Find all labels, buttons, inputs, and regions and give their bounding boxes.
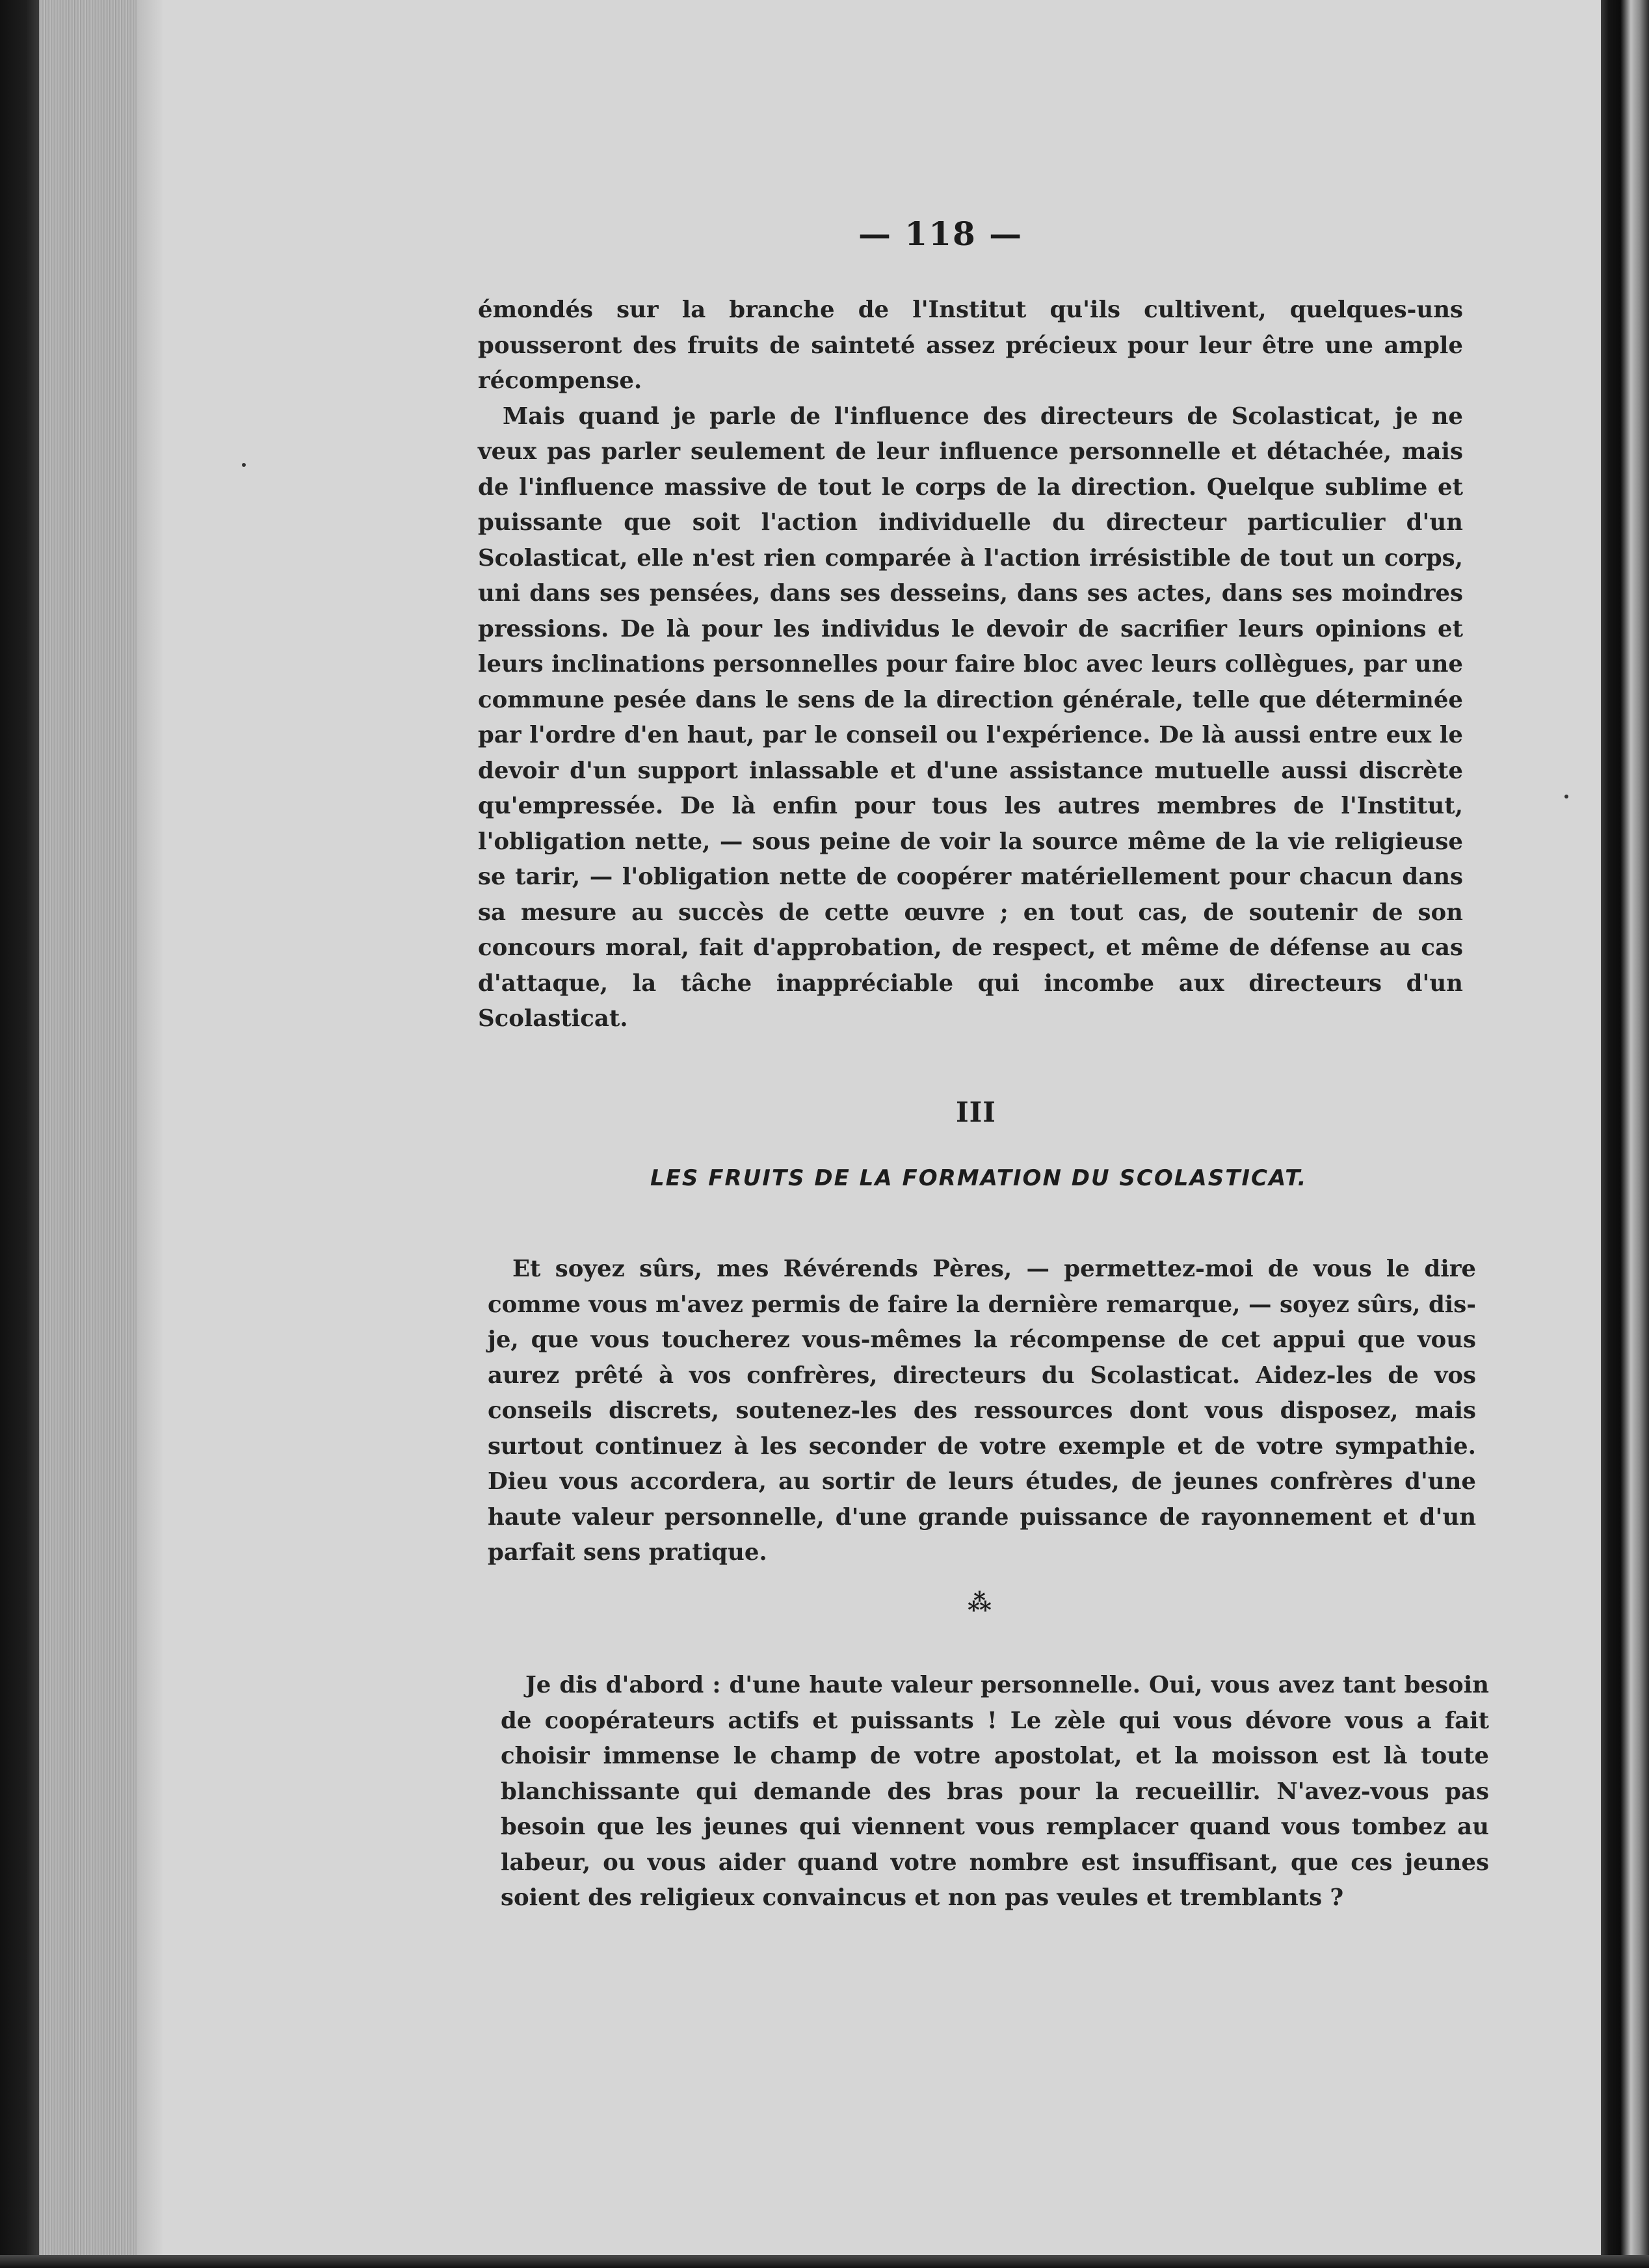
page-stack-edges [39, 0, 137, 2268]
paragraph-influence: Mais quand je parle de l'influence des directeurs de Scolasticat, je ne veux pas parler seulement de leur influence personnelle et détachée, mais de l'influence massive de tout le corps de la direction. Quelque sublime et puissante que soit l'action individuelle du directeur particulier d'un Scolasticat, elle n'est rien comparée à l'action irrésistible de tout un corps, uni dans ses pensées, dans ses desseins, dans ses actes, dans ses moindres pressions. De là pour les individus le devoir de sacrifier leurs opinions et leurs inclinations personnelles pour faire bloc avec leurs collègues, par une commune pesée dans le sens de la direction générale, telle que déterminée par l'ordre d'en haut, par le conseil ou l'expérience. De là aussi entre eux le devoir d'un support inlassable et d'une assistance mutuelle aussi discrète qu'empressée. De là enfin pour tous les autres membres de l'Institut, l'obligation nette, — sous peine de voir la source même de la vie religieuse se tarir, — l'obligation nette de coopérer matériellement pour chacun dans sa mesure au succès de cette œuvre ; en tout cas, de soutenir de son concours moral, fait d'approbation, de respect, et même de défense au cas d'attaque, la tâche inappréciable qui incombe aux directeurs d'un Scolasticat. [478, 402, 1463, 1032]
bottom-page-edge [0, 2255, 1649, 2268]
bottom-text-block [501, 1668, 1489, 1916]
paragraph-haute-valeur: Je dis d'abord : d'une haute valeur personnelle. Oui, vous avez tant besoin de coopérateurs actifs et puissants ! Le zèle qui vous dévore vous a fait choisir immense le champ de votre apostolat, et la moisson est là toute blanchissante qui demande des bras pour la recueillir. N'avez-vous pas besoin que les jeunes qui viennent vous remplacer quand vous tombez au labeur, ou vous aider quand votre nombre est insuffisant, que ces jeunes soient des religieux convaincus et non pas veules et tremblants ? [501, 1672, 1489, 1911]
gutter-shadow [137, 0, 163, 2268]
section-title: LES FRUITS DE LA FORMATION DU SCOLASTICAT. [650, 1165, 1308, 1191]
paragraph-soyez-surs: Et soyez sûrs, mes Révérends Pères, — permettez-moi de vous le dire comme vous m'avez permis de faire la dernière remarque, — soyez sûrs, dis-je, que vous toucherez vous-mêmes la récompense de cet appui que vous aurez prêté à vos confrères, directeurs du Scolasticat. Aidez-les de vos conseils discrets, soutenez-les des ressources dont vous disposez, mais surtout continuez à les seconder de votre exemple et de votre sympathie. Dieu vous accordera, au sortir de leurs études, de jeunes confrères d'une haute valeur personnelle, d'une grande puissance de rayonnement et d'un parfait sens pratique. [488, 1256, 1476, 1566]
middle-text-block [488, 1252, 1476, 1571]
right-page-edge [1601, 0, 1649, 2268]
top-text-block [478, 293, 1463, 1037]
section-number: III [956, 1096, 996, 1128]
scan-speck [1564, 795, 1568, 798]
book-binding-edge [0, 0, 39, 2268]
scan-speck [242, 463, 246, 467]
page-number: — 118 — [858, 215, 1023, 253]
paragraph-continuation: émondés sur la branche de l'Institut qu'ils cultivent, quelques-uns pousseront des fruits de sainteté assez précieux pour leur être une ample récompense. [478, 297, 1463, 394]
asterism-divider: ⁂ [968, 1589, 992, 1616]
